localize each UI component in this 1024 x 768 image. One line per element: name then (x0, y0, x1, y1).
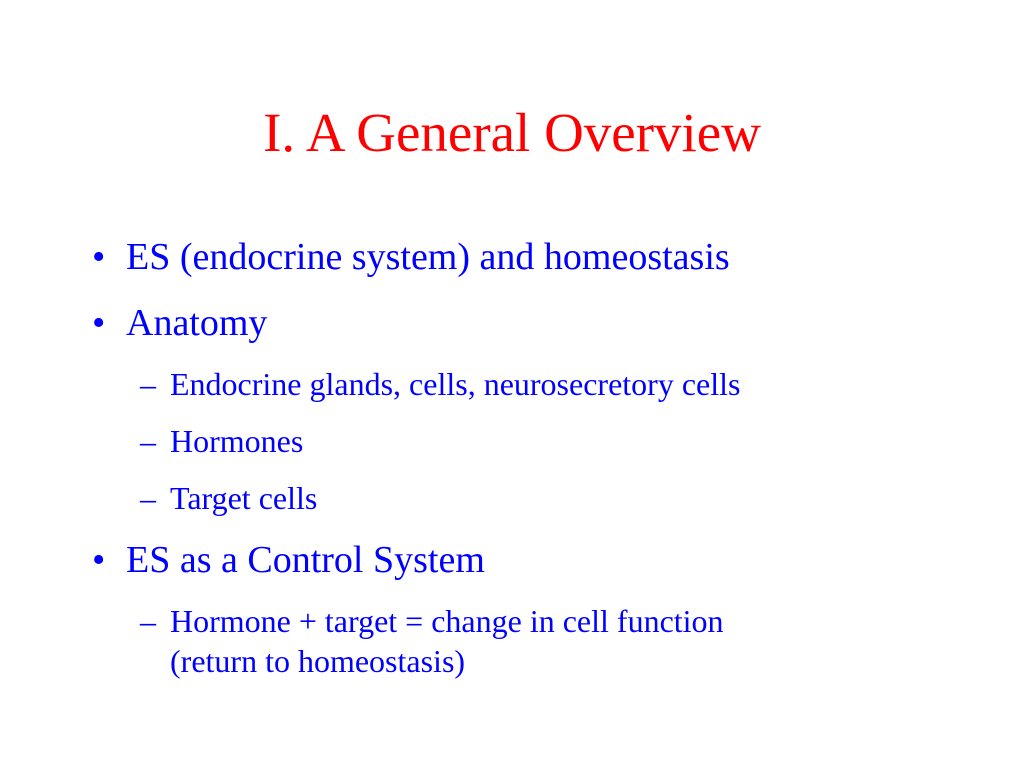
sub-bullet-item (140, 601, 724, 681)
bullet-glyph: • (92, 539, 106, 581)
bullet-item (92, 234, 730, 280)
sub-bullet-item (140, 421, 303, 461)
sub-bullet-item (140, 364, 740, 404)
bullet-item (92, 300, 267, 346)
bullet-text: ES as a Control System (126, 539, 485, 581)
slide-title: I. A General Overview (263, 102, 761, 163)
dash-glyph: – (140, 423, 156, 459)
sub-bullet-continuation: (return to homeostasis) (170, 643, 466, 679)
bullet-text: Anatomy (126, 302, 268, 344)
dash-glyph: – (140, 603, 156, 639)
sub-bullet-text: Target cells (170, 480, 318, 516)
bullet-text: ES (endocrine system) and homeostasis (126, 236, 730, 278)
bullet-glyph: • (92, 236, 106, 278)
sub-bullet-item (140, 478, 317, 518)
bullet-item (92, 537, 485, 583)
sub-bullet-text: Hormone + target = change in cell function (170, 603, 724, 639)
sub-bullet-text: Endocrine glands, cells, neurosecretory cells (170, 366, 741, 402)
sub-bullet-text: Hormones (170, 423, 304, 459)
dash-glyph: – (140, 366, 156, 402)
bullet-glyph: • (92, 302, 106, 344)
dash-glyph: – (140, 480, 156, 516)
